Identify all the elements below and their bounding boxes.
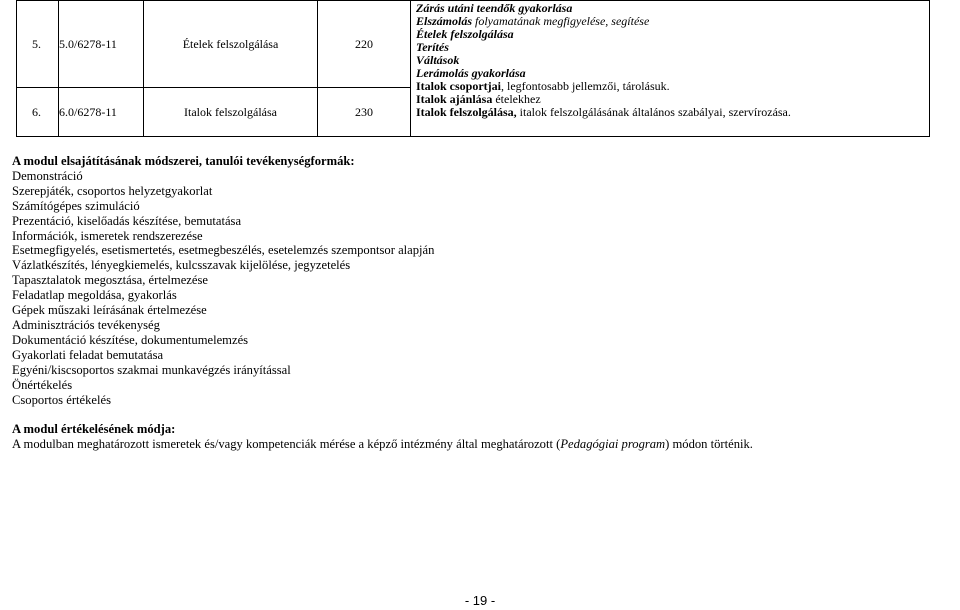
method-item: Feladatlap megoldása, gyakorlás bbox=[12, 288, 177, 303]
method-item: Vázlatkészítés, lényegkiemelés, kulcsszavak kijelölése, jegyzetelés bbox=[12, 258, 351, 273]
content-line-1: Elszámolás folyamatának megfigyelése, segítése bbox=[416, 14, 650, 28]
content-line-8: Italok felszolgálása, italok felszolgálásának általános szabályai, szervírozása. bbox=[416, 105, 791, 119]
spacer bbox=[12, 407, 753, 422]
module-hours: 220 bbox=[318, 1, 411, 88]
content-line-3: Terítés bbox=[416, 40, 449, 54]
method-item: Tapasztalatok megosztása, értelmezése bbox=[12, 273, 208, 288]
content-line-4: Váltások bbox=[416, 53, 460, 67]
content-line-2: Ételek felszolgálása bbox=[416, 27, 514, 41]
content-line-7: Italok ajánlása ételekhez bbox=[416, 92, 541, 106]
module-code: 6.0/6278-11 bbox=[59, 88, 144, 137]
method-item: Számítógépes szimuláció bbox=[12, 198, 140, 213]
method-item: Gyakorlati feladat bemutatása bbox=[12, 347, 164, 362]
module-hours: 230 bbox=[318, 88, 411, 137]
method-item: Egyéni/kiscsoportos szakmai munkavégzés irányítással bbox=[12, 362, 291, 377]
module-name: Ételek felszolgálása bbox=[144, 1, 318, 88]
module-name: Italok felszolgálása bbox=[144, 88, 318, 137]
method-item: Információk, ismeretek rendszerezése bbox=[12, 228, 203, 243]
module-number: 5. bbox=[17, 1, 59, 88]
method-item: Önértékelés bbox=[12, 377, 73, 392]
method-item: Prezentáció, kiselőadás készítése, bemutatása bbox=[12, 213, 242, 228]
content-line-6: Italok csoportjai, legfontosabb jellemzői, tárolásuk. bbox=[416, 79, 670, 93]
method-item: Adminisztrációs tevékenység bbox=[12, 317, 160, 332]
module-code: 5.0/6278-11 bbox=[59, 1, 144, 88]
content-cell bbox=[411, 1, 930, 137]
curriculum-table bbox=[16, 0, 930, 137]
method-item: Csoportos értékelés bbox=[12, 392, 111, 407]
methods-heading: A modul elsajátításának módszerei, tanulói tevékenységformák: bbox=[12, 154, 355, 168]
evaluation-heading: A modul értékelésének módja: bbox=[12, 422, 176, 437]
module-number: 6. bbox=[17, 88, 59, 137]
method-item: Gépek műszaki leírásának értelmezése bbox=[12, 303, 207, 318]
method-item: Dokumentáció készítése, dokumentumelemzés bbox=[12, 332, 249, 347]
table-row bbox=[17, 1, 930, 88]
content-line-5: Lerámolás gyakorlása bbox=[416, 66, 526, 80]
method-item: Esetmegfigyelés, esetismertetés, esetmegbeszélés, esetelemzés szempontsor alapján bbox=[12, 243, 435, 258]
methods-section bbox=[12, 154, 753, 452]
page-number: - 19 - bbox=[464, 593, 496, 608]
method-item: Szerepjáték, csoportos helyzetgyakorlat bbox=[12, 183, 213, 198]
evaluation-text: A modulban meghatározott ismeretek és/vagy kompetenciák mérése a képző intézmény által meghatározott (Pedagógiai program) módon történik. bbox=[12, 437, 753, 452]
method-item: Demonstráció bbox=[12, 168, 83, 183]
content-line-0: Zárás utáni teendők gyakorlása bbox=[416, 1, 573, 15]
